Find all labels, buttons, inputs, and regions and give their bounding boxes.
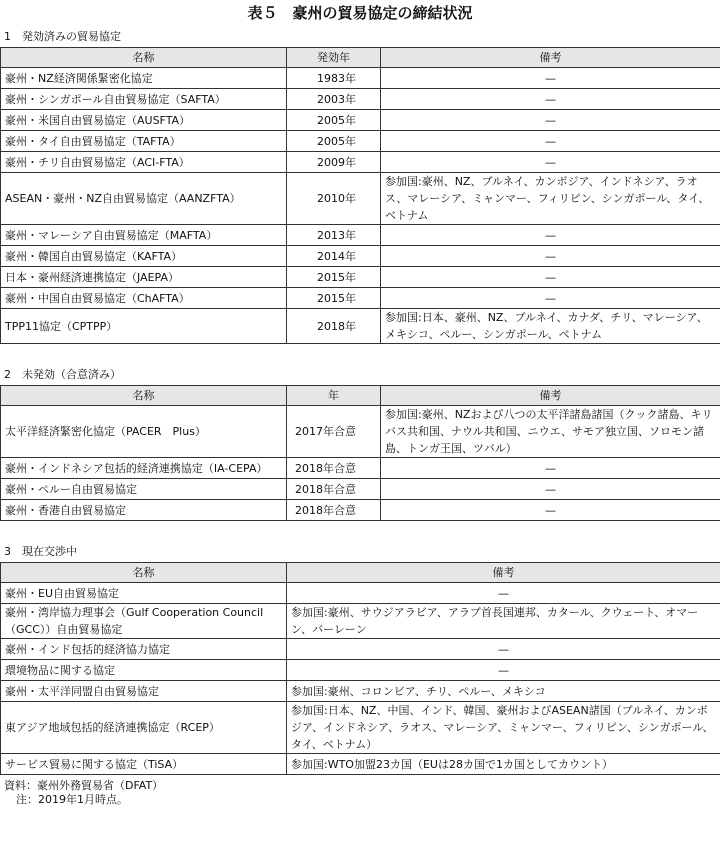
- section-negotiating: [0, 545, 720, 775]
- table-row: [1, 152, 720, 173]
- page-title: 表５ 豪州の貿易協定の締結状況: [0, 2, 720, 24]
- remarks-cell: 参加国:豪州、NZおよび八つの太平洋諸島諸国（クック諸島、キリバス共和国、ナウル共和国、ニウエ、サモア独立国、ソロモン諸島、トンガ王国、ツバル）: [381, 406, 720, 458]
- remarks-cell: —: [381, 267, 720, 288]
- section-heading: 2 未発効（合意済み）: [0, 368, 720, 382]
- remarks-cell: 参加国:日本、NZ、中国、インド、韓国、豪州およびASEAN諸国（ブルネイ、カンボジア、インドネシア、ラオス、マレーシア、ミャンマー、フィリピン、シンガポール、タイ、ベトナム）: [287, 702, 720, 754]
- column-header-note: 備考: [287, 563, 720, 583]
- section-agreed: [0, 368, 720, 521]
- table-row: [1, 267, 720, 288]
- year-cell: 2003年: [287, 89, 381, 110]
- remarks-cell: —: [381, 500, 720, 521]
- table-row: [1, 173, 720, 225]
- agreement-name-cell: 豪州・タイ自由貿易協定（TAFTA）: [1, 131, 287, 152]
- table-row: [1, 309, 720, 344]
- agreement-name-cell: 豪州・インド包括的経済協力協定: [1, 639, 287, 660]
- remarks-cell: —: [381, 479, 720, 500]
- section-heading: 1 発効済みの貿易協定: [0, 30, 720, 44]
- agreement-name-cell: 豪州・米国自由貿易協定（AUSFTA）: [1, 110, 287, 131]
- column-header-note: 備考: [381, 48, 720, 68]
- table-row: [1, 681, 720, 702]
- remarks-cell: —: [381, 288, 720, 309]
- table-row: [1, 479, 720, 500]
- section-heading: 3 現在交渉中: [0, 545, 720, 559]
- year-cell: 2014年: [287, 246, 381, 267]
- year-cell: 2015年: [287, 288, 381, 309]
- agreement-name-cell: 豪州・EU自由貿易協定: [1, 583, 287, 604]
- agreement-name-cell: 豪州・韓国自由貿易協定（KAFTA）: [1, 246, 287, 267]
- table-row: [1, 458, 720, 479]
- agreed-table: [0, 385, 720, 521]
- remarks-cell: —: [287, 660, 720, 681]
- agreement-name-cell: 豪州・シンガポール自由貿易協定（SAFTA）: [1, 89, 287, 110]
- table-header-row: [1, 563, 720, 583]
- agreement-name-cell: 豪州・インドネシア包括的経済連携協定（IA-CEPA）: [1, 458, 287, 479]
- table-row: [1, 500, 720, 521]
- agreement-name-cell: 東アジア地域包括的経済連携協定（RCEP）: [1, 702, 287, 754]
- table-row: [1, 225, 720, 246]
- column-header-year: 年: [287, 386, 381, 406]
- agreement-name-cell: 太平洋経済緊密化協定（PACER Plus）: [1, 406, 287, 458]
- column-header-name: 名称: [1, 563, 287, 583]
- agreement-name-cell: 豪州・ペルー自由貿易協定: [1, 479, 287, 500]
- agreement-name-cell: サービス貿易に関する協定（TiSA）: [1, 754, 287, 775]
- agreement-name-cell: 環境物品に関する協定: [1, 660, 287, 681]
- column-header-name: 名称: [1, 386, 287, 406]
- table-row: [1, 583, 720, 604]
- source-note: 資料：豪州外務貿易省（DFAT）: [4, 779, 720, 793]
- remarks-cell: 参加国:豪州、コロンビア、チリ、ペルー、メキシコ: [287, 681, 720, 702]
- year-cell: 2018年合意: [287, 458, 381, 479]
- year-cell: 2015年: [287, 267, 381, 288]
- year-cell: 2018年合意: [287, 479, 381, 500]
- agreement-name-cell: 日本・豪州経済連携協定（JAEPA）: [1, 267, 287, 288]
- year-cell: 2018年合意: [287, 500, 381, 521]
- table-header-row: [1, 386, 720, 406]
- table-row: [1, 68, 720, 89]
- table-row: [1, 131, 720, 152]
- section-in-force: [0, 30, 720, 344]
- table-row: [1, 288, 720, 309]
- column-header-year: 発効年: [287, 48, 381, 68]
- agreement-name-cell: 豪州・チリ自由貿易協定（ACI-FTA）: [1, 152, 287, 173]
- remarks-cell: —: [381, 131, 720, 152]
- agreement-name-cell: 豪州・NZ経済関係緊密化協定: [1, 68, 287, 89]
- agreement-name-cell: 豪州・太平洋同盟自由貿易協定: [1, 681, 287, 702]
- year-cell: 2005年: [287, 131, 381, 152]
- year-cell: 2010年: [287, 173, 381, 225]
- negotiating-table: [0, 562, 720, 775]
- table-header-row: [1, 48, 720, 68]
- in-force-table: [0, 47, 720, 344]
- table-row: [1, 660, 720, 681]
- remarks-cell: —: [381, 458, 720, 479]
- year-cell: 2017年合意: [287, 406, 381, 458]
- table-row: [1, 702, 720, 754]
- date-note: 注：2019年1月時点。: [4, 793, 720, 807]
- remarks-cell: —: [381, 89, 720, 110]
- remarks-cell: 参加国:日本、豪州、NZ、ブルネイ、カナダ、チリ、マレーシア、メキシコ、ペルー、シンガポール、ベトナム: [381, 309, 720, 344]
- table-row: [1, 639, 720, 660]
- remarks-cell: —: [381, 152, 720, 173]
- year-cell: 2013年: [287, 225, 381, 246]
- remarks-cell: —: [381, 246, 720, 267]
- remarks-cell: —: [381, 110, 720, 131]
- year-cell: 2009年: [287, 152, 381, 173]
- agreement-name-cell: 豪州・中国自由貿易協定（ChAFTA）: [1, 288, 287, 309]
- agreement-name-cell: 豪州・香港自由貿易協定: [1, 500, 287, 521]
- agreement-name-cell: 豪州・マレーシア自由貿易協定（MAFTA）: [1, 225, 287, 246]
- year-cell: 2005年: [287, 110, 381, 131]
- footer: [0, 779, 720, 807]
- remarks-cell: 参加国:豪州、サウジアラビア、アラブ首長国連邦、カタール、クウェート、オマーン、バーレーン: [287, 604, 720, 639]
- table-row: [1, 89, 720, 110]
- column-header-note: 備考: [381, 386, 720, 406]
- agreement-name-cell: ASEAN・豪州・NZ自由貿易協定（AANZFTA）: [1, 173, 287, 225]
- agreement-name-cell: 豪州・湾岸協力理事会（Gulf Cooperation Council（GCC））自由貿易協定: [1, 604, 287, 639]
- remarks-cell: —: [287, 639, 720, 660]
- remarks-cell: —: [287, 583, 720, 604]
- year-cell: 1983年: [287, 68, 381, 89]
- table-row: [1, 604, 720, 639]
- remarks-cell: 参加国:WTO加盟23カ国（EUは28カ国で1カ国としてカウント）: [287, 754, 720, 775]
- column-header-name: 名称: [1, 48, 287, 68]
- remarks-cell: —: [381, 68, 720, 89]
- table-row: [1, 246, 720, 267]
- year-cell: 2018年: [287, 309, 381, 344]
- table-row: [1, 110, 720, 131]
- remarks-cell: 参加国:豪州、NZ、ブルネイ、カンボジア、インドネシア、ラオス、マレーシア、ミャンマー、フィリピン、シンガポール、タイ、ベトナム: [381, 173, 720, 225]
- table-row: [1, 406, 720, 458]
- remarks-cell: —: [381, 225, 720, 246]
- table-row: [1, 754, 720, 775]
- agreement-name-cell: TPP11協定（CPTPP）: [1, 309, 287, 344]
